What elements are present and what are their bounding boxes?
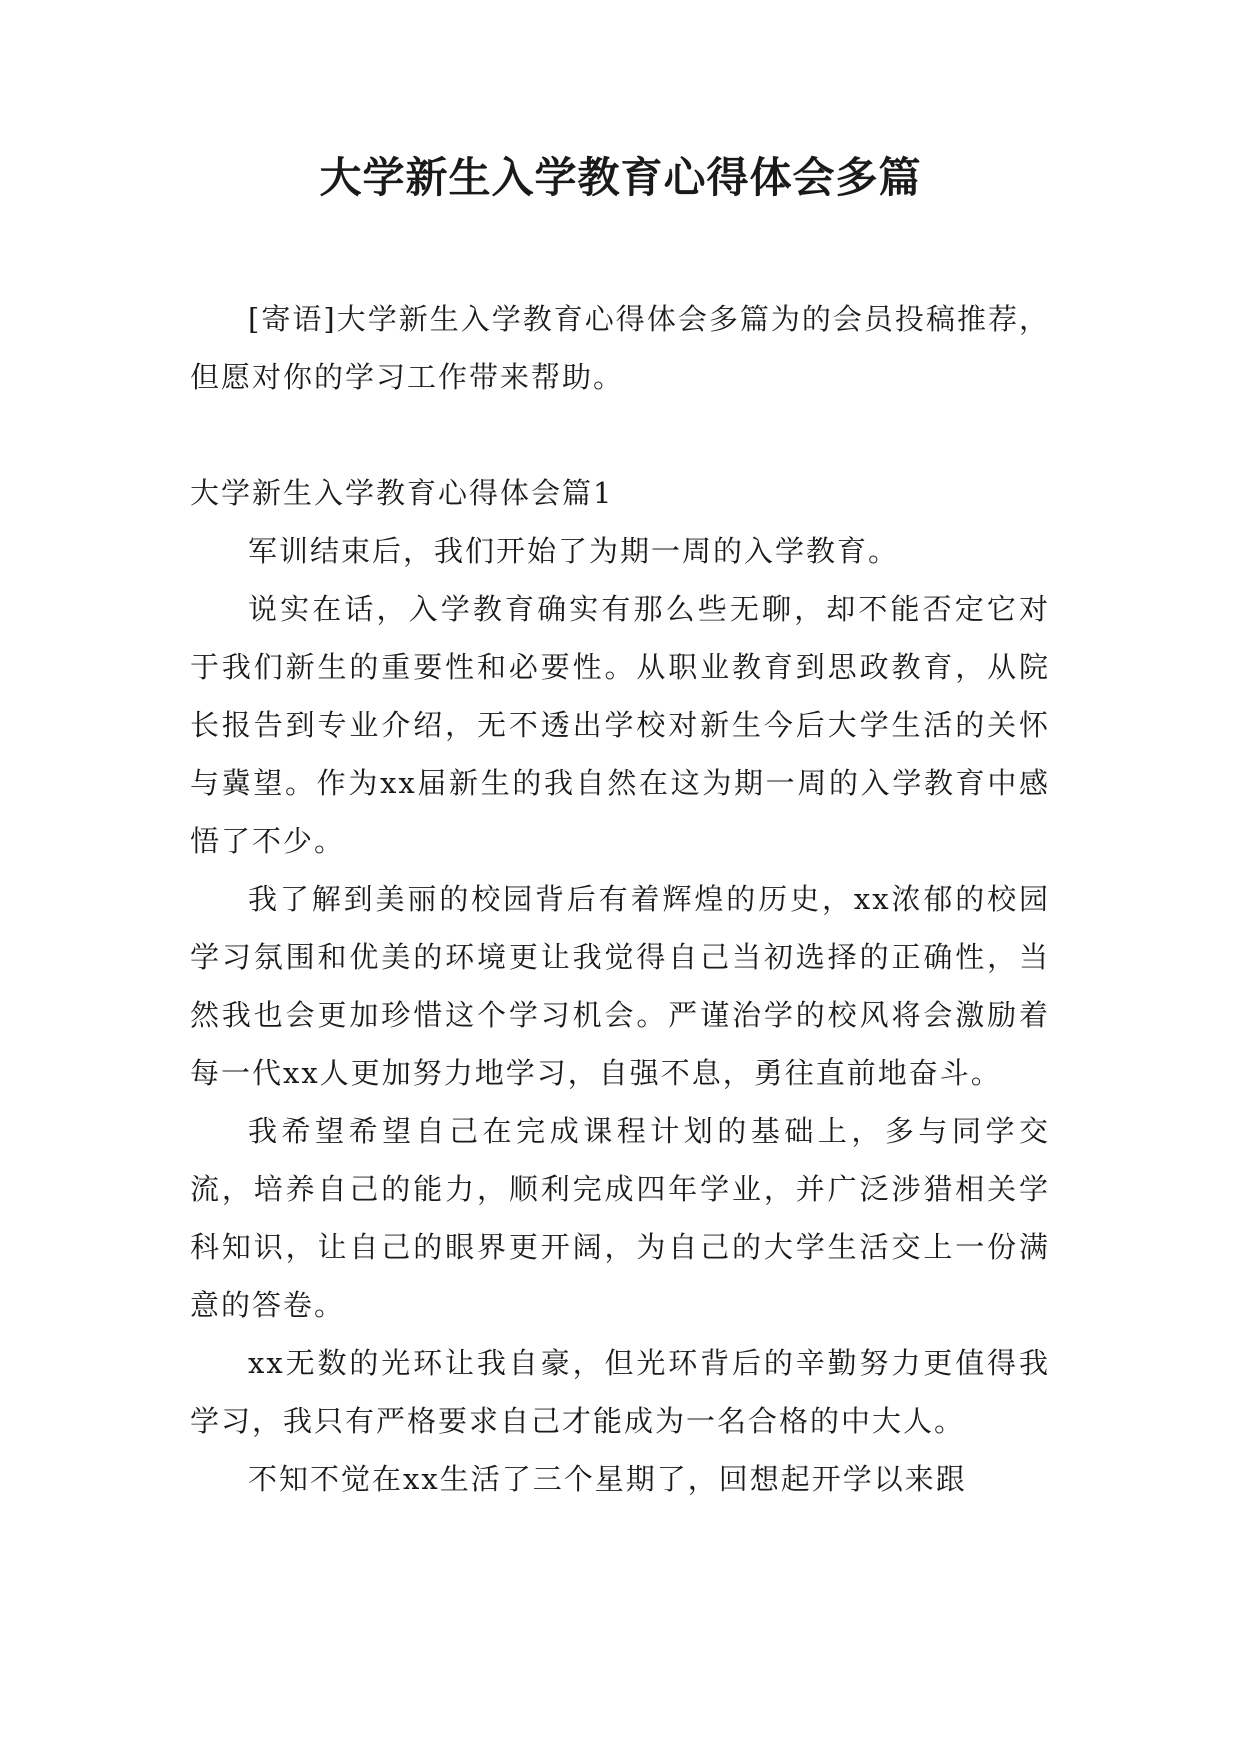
section-heading: 大学新生入学教育心得体会篇1 xyxy=(190,476,614,510)
document-title: 大学新生入学教育心得体会多篇 xyxy=(319,153,922,202)
document-body xyxy=(190,290,1050,1508)
body-paragraph: 我了解到美丽的校园背后有着辉煌的历史，xx浓郁的校园学习氛围和优美的环境更让我觉得自己当初选择的正确性，当然我也会更加珍惜这个学习机会。严谨治学的校风将会激励着每一代xx人更加努力地学习，自强不息，勇往直前地奋斗。 xyxy=(190,882,1050,1090)
body-paragraph: 说实在话，入学教育确实有那么些无聊，却不能否定它对于我们新生的重要性和必要性。从职业教育到思政教育，从院长报告到专业介绍，无不透出学校对新生今后大学生活的关怀与冀望。作为xx届新生的我自然在这为期一周的入学教育中感悟了不少。 xyxy=(190,592,1050,858)
body-paragraph: 军训结束后，我们开始了为期一周的入学教育。 xyxy=(248,534,900,568)
body-paragraph: 不知不觉在xx生活了三个星期了，回想起开学以来跟 xyxy=(248,1462,967,1496)
body-paragraph: xx无数的光环让我自豪，但光环背后的辛勤努力更值得我学习，我只有严格要求自己才能成为一名合格的中大人。 xyxy=(190,1346,1050,1438)
body-paragraph: 我希望希望自己在完成课程计划的基础上，多与同学交流，培养自己的能力，顺利完成四年学业，并广泛涉猎相关学科知识，让自己的眼界更开阔，为自己的大学生活交上一份满意的答卷。 xyxy=(190,1114,1050,1322)
intro-paragraph: [寄语]大学新生入学教育心得体会多篇为的会员投稿推荐，但愿对你的学习工作带来帮助。 xyxy=(190,302,1050,394)
